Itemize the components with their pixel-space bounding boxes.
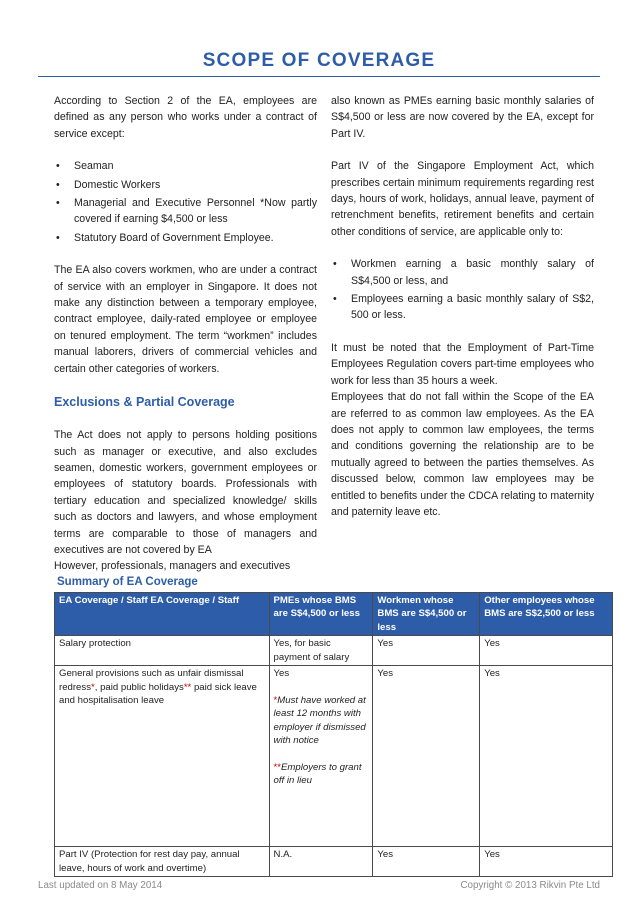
footnote-marker: * [91, 681, 95, 693]
exclusions-paragraph: The Act does not apply to persons holding positions such as manager or executive, and also excludes seamen, domestic workers, government employees or employees of statutory boards. Professionals with tertiary education and specialized knowledge/ skills such as doctors and lawyers, and whose employment terms are comparable to those of managers and executives are not covered by EA [54, 429, 317, 556]
footnote-marker: * [273, 695, 278, 707]
pme-paragraph: also known as PMEs earning basic monthly salaries of S$4,500 or less are now covered by the EA, except for Part IV. [331, 95, 594, 140]
footer-copyright: Copyright © 2013 Rikvin Pte Ltd [460, 880, 600, 891]
table-cell: N.A. [269, 847, 373, 877]
footer-updated: Last updated on 8 May 2014 [38, 880, 163, 891]
part-time-paragraph: It must be noted that the Employment of Part-Time Employees Regulation covers part-time employees who work for less than 35 hours a week. [331, 341, 594, 387]
list-item: • Workmen earning a basic monthly salary of S$4,500 or less, and [331, 256, 594, 289]
footnote-text: Must have worked at least 12 months with employer if dismissed with notice [273, 695, 366, 747]
however-paragraph: However, professionals, managers and executives [54, 560, 291, 573]
table-cell [55, 666, 270, 847]
footnote-marker: ** [273, 762, 281, 774]
table-cell: Yes [373, 636, 480, 666]
list-item: • Statutory Board of Government Employee. [54, 230, 317, 246]
left-column [54, 93, 317, 575]
coverage-table [54, 592, 613, 877]
table-cell: Yes [480, 666, 613, 847]
table-cell: Yes [480, 847, 613, 877]
part-iv-list [331, 256, 594, 324]
table-cell: Part IV (Protection for rest day pay, annual leave, hours of work and overtime) [55, 847, 270, 877]
cell-text: paid sick leave and hospitalisation leave [59, 681, 257, 707]
footnote-1 [274, 694, 369, 748]
exceptions-list [54, 158, 317, 246]
table-cell: Yes [373, 666, 480, 847]
table-title: Summary of EA Coverage [57, 576, 198, 588]
footnote-marker: ** [183, 681, 192, 693]
cell-text: , paid public holidays [94, 681, 184, 693]
table-row [55, 847, 613, 877]
table-header-cell: Workmen whose BMS are S$4,500 or less [373, 593, 480, 636]
intro-paragraph: According to Section 2 of the EA, employees are defined as any person who works under a contract of service except: [54, 95, 317, 140]
list-item: • Seaman [54, 158, 317, 174]
common-law-paragraph: Employees that do not fall within the Scope of the EA are referred to as common law employees. As the EA does not apply to common law employees, the terms and conditions governing the relationship are to be mutually agreed to between the parties themselves. As discussed below, common law employees may be entitled to benefits under the CDCA relating to maternity and paternity leave etc. [331, 391, 594, 518]
title-divider [38, 76, 600, 77]
table-header-cell: EA Coverage / Staff EA Coverage / Staff [55, 593, 270, 636]
list-item: • Employees earning a basic monthly salary of S$2, 500 or less. [331, 291, 594, 324]
right-column [331, 93, 594, 520]
table-cell: Yes [373, 847, 480, 877]
cell-text: General provisions such as unfair dismissal redress [59, 668, 244, 693]
table-row [55, 636, 613, 666]
table-row [55, 666, 613, 847]
list-item: • Managerial and Executive Personnel *Now partly covered if earning $4,500 or less [54, 195, 317, 228]
table-cell: Yes, for basic payment of salary [269, 636, 373, 666]
list-item: • Domestic Workers [54, 177, 317, 193]
page-title: SCOPE OF COVERAGE [202, 50, 436, 71]
table-cell [269, 666, 373, 847]
footnote-text: Employers to grant off in lieu [273, 762, 362, 787]
part-iv-paragraph: Part IV of the Singapore Employment Act, which prescribes certain minimum requirements regarding rest days, hours of work, holidays, annual leave, payment of retrenchment benefits, retirement benefits and certain other conditions of service, are applicable only to: [331, 160, 594, 238]
cell-text: Yes [273, 668, 290, 680]
exclusions-heading: Exclusions & Partial Coverage [54, 395, 235, 410]
table-header-cell: Other employees whose BMS are S$2,500 or less [480, 593, 613, 636]
footnote-2 [274, 761, 369, 788]
table-cell: Salary protection [55, 636, 270, 666]
table-cell: Yes [480, 636, 613, 666]
workmen-paragraph: The EA also covers workmen, who are under a contract of service with an employer in Singapore. It does not make any distinction between a temporary employee, contract employee, daily-rated employee or employee on tenured employment. The term “workmen” includes manual laborers, drivers of commercial vehicles and certain other categories of workers. [54, 264, 317, 375]
table-header-row [55, 593, 613, 636]
table-header-cell: PMEs whose BMS are S$4,500 or less [269, 593, 373, 636]
